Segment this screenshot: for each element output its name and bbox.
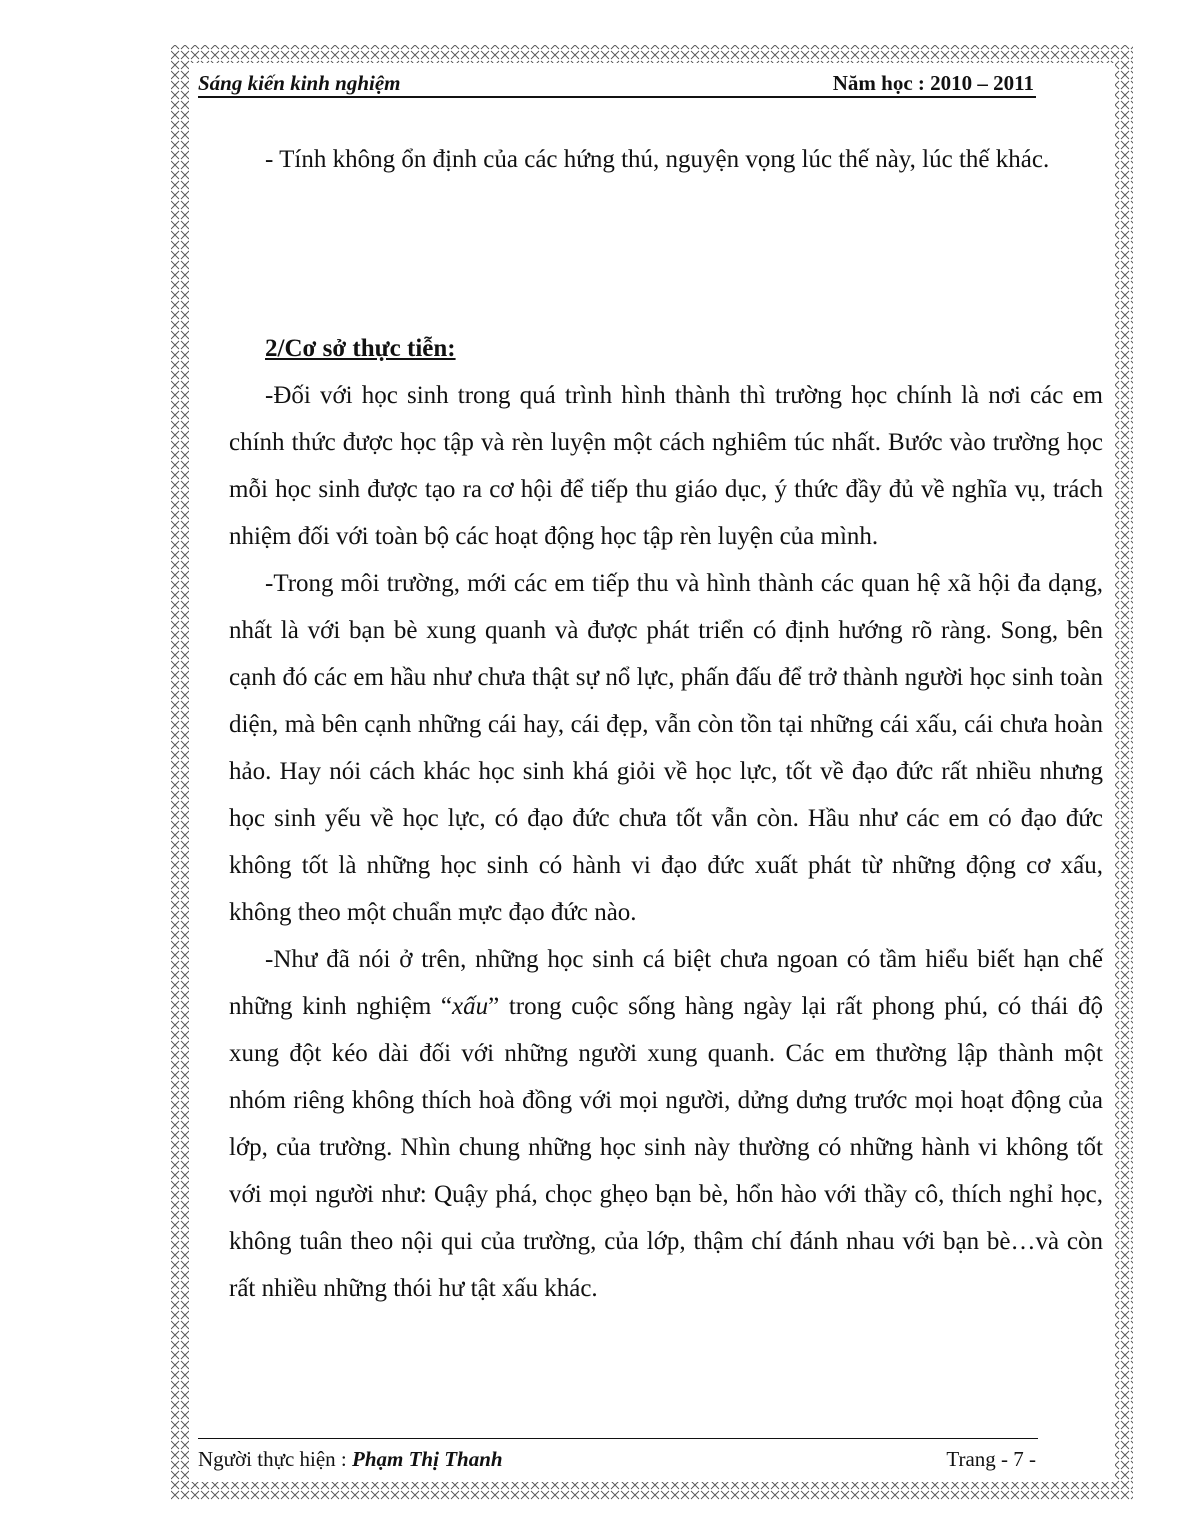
paragraph: -Trong môi trường, mới các em tiếp thu và hình thành các quan hệ xã hội đa dạng, nhất là với bạn bè xung quanh và được phát triển có định hướng rõ ràng. Song, bên cạnh đó các em hầu như chưa thật sự nổ lực, phấn đấu để trở thành người học sinh toàn diện, mà bên cạnh những cái hay, cái đẹp, vẫn còn tồn tại những cái xấu, cái chưa hoàn hảo. Hay nói cách khác học sinh khá giỏi về học lực, tốt về đạo đức rất nhiều nhưng học sinh yếu về học lực, có đạo đức chưa tốt vẫn còn. Hầu như các em có đạo đức không tốt là những học sinh có hành vi đạo đức xuất phát từ những động cơ xấu, không theo một chuẩn mực đạo đức nào. xyxy=(229,570,1103,926)
paragraph: -Đối với học sinh trong quá trình hình thành thì trường học chính là nơi các em chính thức được học tập và rèn luyện một cách nghiêm túc nhất. Bước vào trường học mỗi học sinh được tạo ra cơ hội để tiếp thu giáo dục, ý thức đầy đủ về nghĩa vụ, trách nhiệm đối với toàn bộ các hoạt động học tập rèn luyện của mình. xyxy=(229,382,1103,550)
paragraph-text: -Như đã nói ở trên, những học sinh cá biệt chưa ngoan có tầm hiểu biết hạn chế những kinh nghiệm “ xyxy=(229,946,1103,1020)
document-body xyxy=(229,136,1103,1312)
author-name: Phạm Thị Thanh xyxy=(352,1447,503,1471)
footer-author xyxy=(198,1439,503,1479)
paragraph: - Tính không ổn định của các hứng thú, nguyện vọng lúc thế này, lúc thế khác. xyxy=(265,146,1050,173)
header-title: Sáng kiến kinh nghiệm xyxy=(198,71,401,95)
emphasis-word: xấu xyxy=(452,993,489,1020)
header-school-year: Năm học : 2010 – 2011 xyxy=(832,71,1034,95)
paragraph-text: ” trong cuộc sống hàng ngày lại rất phong phú, có thái độ xung đột kéo dài đối với những người xung quanh. Các em thường lập thành một nhóm riêng không thích hoà đồng với mọi người, dửng dưng trước mọi hoạt động của lớp, của trường. Nhìn chung những học sinh này thường có những hành vi không tốt với mọi người như: Quậy phá, chọc ghẹo bạn bè, hổn hào với thầy cô, thích nghỉ học, không tuân theo nội qui của trường, của lớp, thậm chí đánh nhau với bạn bè…và còn rất nhiều những thói hư tật xấu khác. xyxy=(229,993,1103,1302)
page-header xyxy=(198,70,1036,98)
page-number: Trang - 7 - xyxy=(946,1447,1036,1471)
section-heading: 2/Cơ sở thực tiễn: xyxy=(265,335,456,362)
author-label: Người thực hiện : xyxy=(198,1447,353,1471)
page-footer xyxy=(198,1438,1038,1479)
paragraph xyxy=(229,936,1103,1312)
